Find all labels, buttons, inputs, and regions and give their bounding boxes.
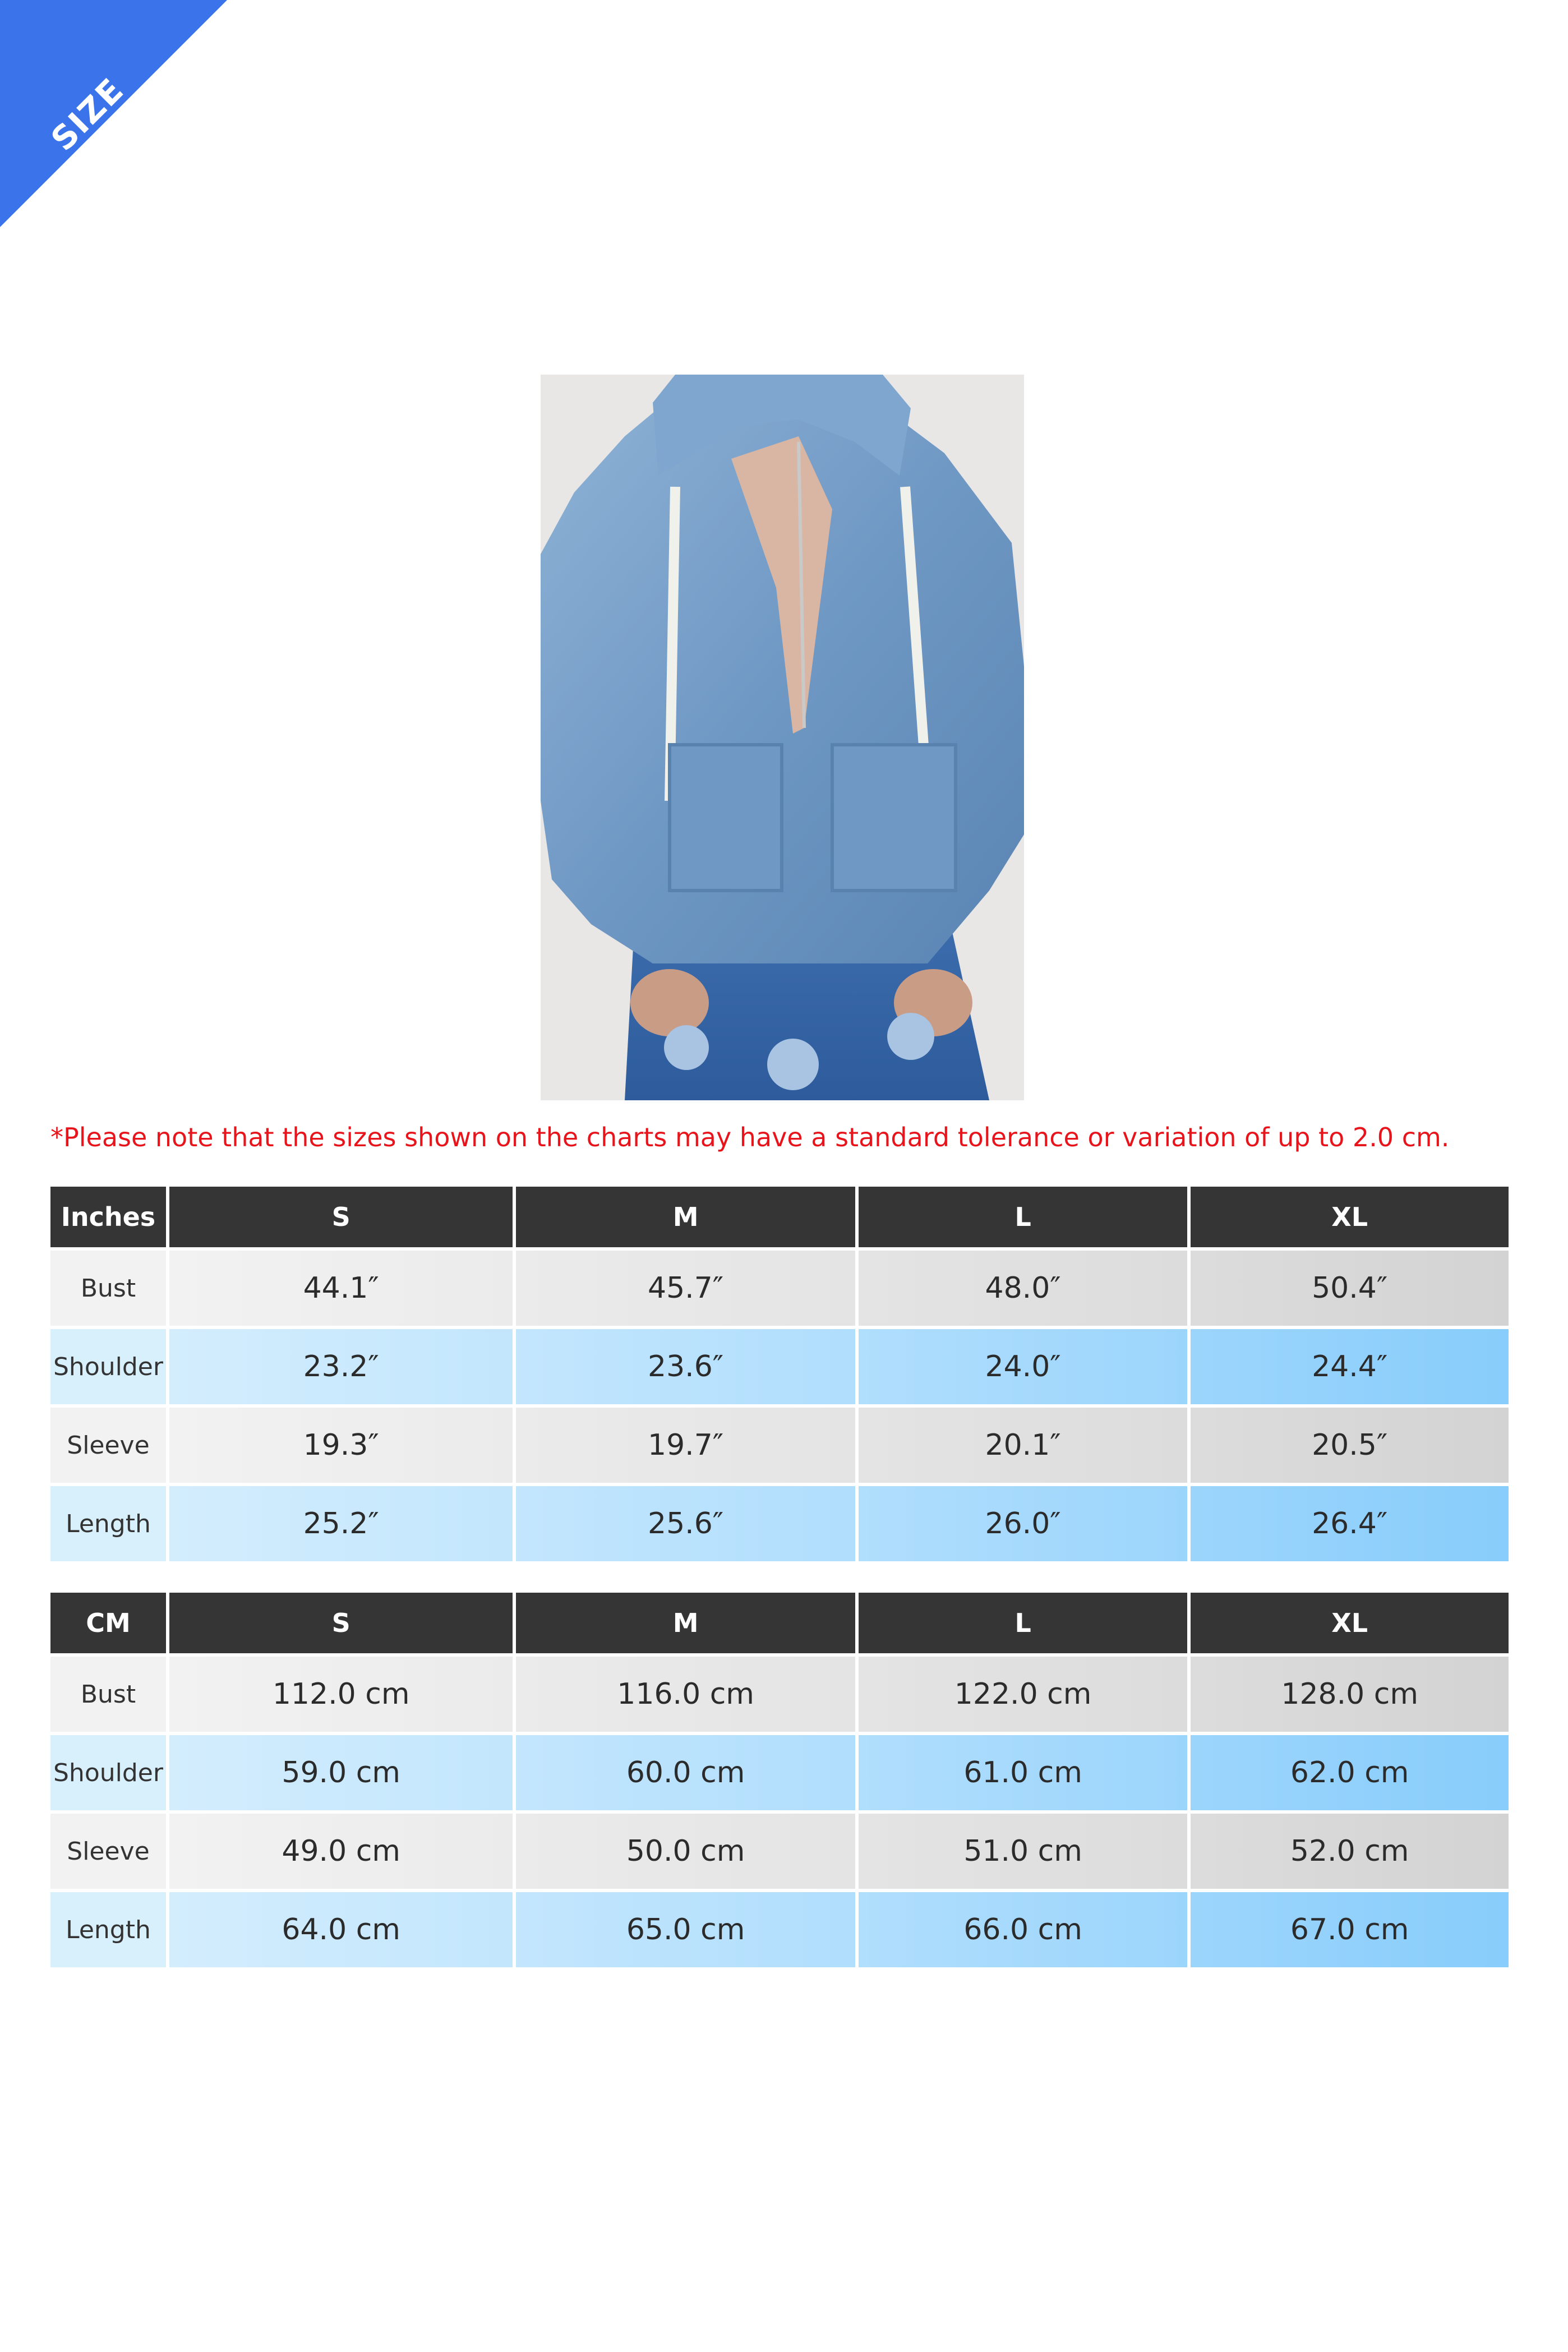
row-label: Bust — [50, 1251, 166, 1326]
table-row-sleeve — [50, 1408, 1509, 1483]
size-header-s: S — [169, 1187, 513, 1247]
table-cell: 25.2″ — [169, 1486, 513, 1561]
size-chart-ribbon — [0, 0, 227, 227]
product-photo — [541, 375, 1024, 1100]
table-cell: 50.0 cm — [516, 1814, 855, 1889]
size-table-cm — [47, 1589, 1512, 1971]
table-cell: 64.0 cm — [169, 1892, 513, 1967]
table-header-row — [50, 1187, 1509, 1247]
table-cell: 26.4″ — [1191, 1486, 1509, 1561]
row-label: Shoulder — [50, 1735, 166, 1810]
size-header-m: M — [516, 1593, 855, 1653]
table-cell: 23.6″ — [516, 1329, 855, 1404]
size-header-xl: XL — [1191, 1187, 1509, 1247]
table-cell: 24.0″ — [859, 1329, 1188, 1404]
table-cell: 26.0″ — [859, 1486, 1188, 1561]
table-row-bust — [50, 1657, 1509, 1732]
table-row-length — [50, 1892, 1509, 1967]
table-cell: 67.0 cm — [1191, 1892, 1509, 1967]
table-cell: 60.0 cm — [516, 1735, 855, 1810]
table-row-bust — [50, 1251, 1509, 1326]
table-row-shoulder — [50, 1735, 1509, 1810]
table-row-length — [50, 1486, 1509, 1561]
size-table-inches — [47, 1183, 1512, 1565]
table-cell: 23.2″ — [169, 1329, 513, 1404]
table-cell: 65.0 cm — [516, 1892, 855, 1967]
size-tolerance-note: *Please note that the sizes shown on the charts may have a standard tolerance or variation of up to 2.0 cm. — [50, 1122, 1450, 1152]
table-cell: 24.4″ — [1191, 1329, 1509, 1404]
table-header-row — [50, 1593, 1509, 1653]
ribbon-label: SIZE CHART — [43, 70, 173, 200]
table-cell: 48.0″ — [859, 1251, 1188, 1326]
table-row-sleeve — [50, 1814, 1509, 1889]
table-cell: 19.3″ — [169, 1408, 513, 1483]
row-label: Length — [50, 1892, 166, 1967]
table-cell: 128.0 cm — [1191, 1657, 1509, 1732]
row-label: Length — [50, 1486, 166, 1561]
table-row-shoulder — [50, 1329, 1509, 1404]
table-cell: 61.0 cm — [859, 1735, 1188, 1810]
unit-label: Inches — [50, 1187, 166, 1247]
table-cell: 45.7″ — [516, 1251, 855, 1326]
row-label: Sleeve — [50, 1408, 166, 1483]
table-cell: 20.1″ — [859, 1408, 1188, 1483]
table-cell: 19.7″ — [516, 1408, 855, 1483]
table-cell: 25.6″ — [516, 1486, 855, 1561]
denim-hoodie-illustration — [541, 375, 1024, 1100]
table-cell: 44.1″ — [169, 1251, 513, 1326]
row-label: Sleeve — [50, 1814, 166, 1889]
size-header-l: L — [859, 1187, 1188, 1247]
table-cell: 52.0 cm — [1191, 1814, 1509, 1889]
size-header-l: L — [859, 1593, 1188, 1653]
size-header-m: M — [516, 1187, 855, 1247]
table-cell: 50.4″ — [1191, 1251, 1509, 1326]
table-cell: 66.0 cm — [859, 1892, 1188, 1967]
table-cell: 112.0 cm — [169, 1657, 513, 1732]
size-header-s: S — [169, 1593, 513, 1653]
table-cell: 122.0 cm — [859, 1657, 1188, 1732]
table-cell: 51.0 cm — [859, 1814, 1188, 1889]
row-label: Shoulder — [50, 1329, 166, 1404]
row-label: Bust — [50, 1657, 166, 1732]
table-cell: 62.0 cm — [1191, 1735, 1509, 1810]
table-cell: 116.0 cm — [516, 1657, 855, 1732]
table-cell: 49.0 cm — [169, 1814, 513, 1889]
size-header-xl: XL — [1191, 1593, 1509, 1653]
table-cell: 59.0 cm — [169, 1735, 513, 1810]
unit-label: CM — [50, 1593, 166, 1653]
table-cell: 20.5″ — [1191, 1408, 1509, 1483]
